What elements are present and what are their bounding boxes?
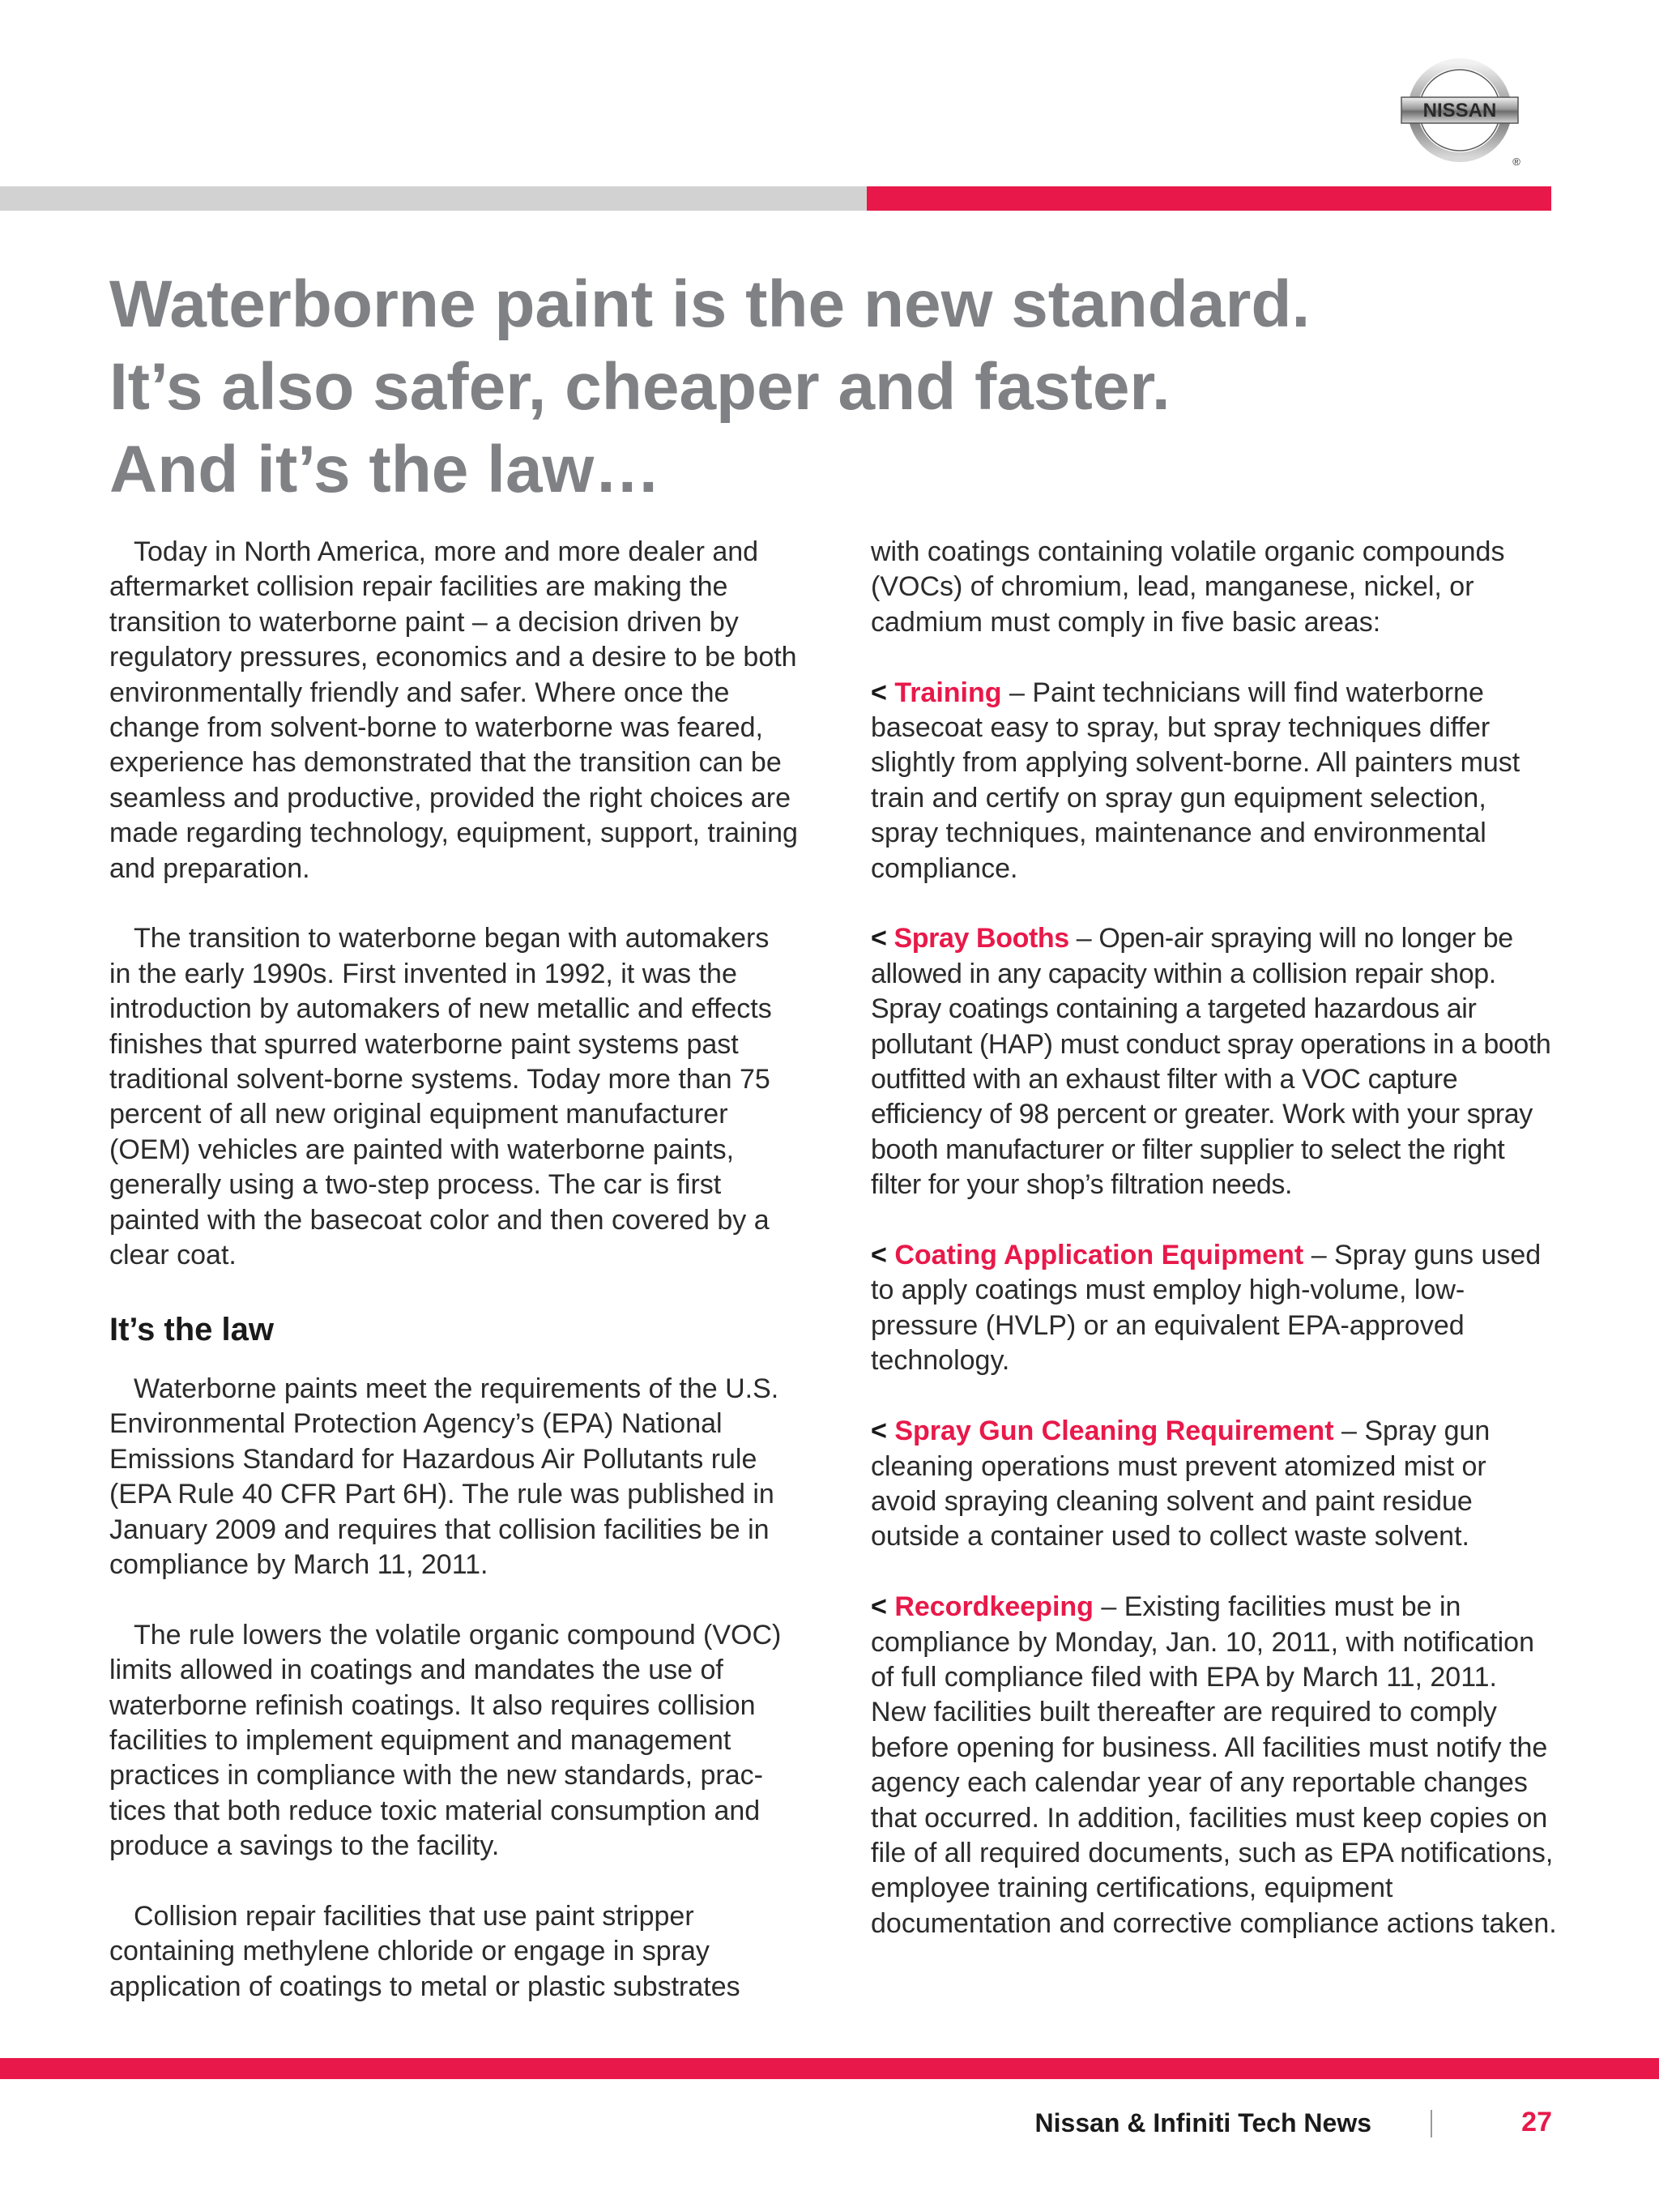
item-text: – Open-air spraying will no longer be allowed in any capacity within a collision repair shop. Spray coatings containing a targeted hazardous air pollutant (HAP) must conduct spray operations in a booth outfitted with an exhaust filter with a VOC capture efficiency of 98 percent or greater. Work with your spray booth manufacturer or filter supplier to select the right filter for your shop’s filtration needs. [871, 923, 1551, 1201]
item-text: – Spray gun cleaning operations must prevent atomized mist or avoid spraying cleaning solvent and paint residue outside a container used to collect waste solvent. [871, 1416, 1491, 1552]
list-item-recordkeeping [871, 1590, 1559, 1941]
paragraph-facilities: Collision repair facilities that use paint stripper containing methylene chloride or engage in spray application of coatings to metal or plastic substrates [109, 1900, 740, 2002]
headline-line-2: It’s also safer, cheaper and faster. [109, 350, 1171, 424]
right-column [871, 535, 1559, 1977]
paragraph-voc-limits: The rule lowers the volatile organic compound (VOC) limits allowed in coatings and mandates the use of waterborne refinish coatings. It also requires collision facilities to implement equipment and management practices in compliance with the new standards, prac-tices that both reduce toxic material consumption and produce a savings to the facility. [109, 1619, 782, 1862]
list-item-spray-booths [871, 921, 1559, 1202]
paragraph-epa-rule: Waterborne paints meet the requirements of the U.S. Environmental Protection Agency’s (EPA) National Emissions Standard for Hazardous Air Pollutants rule (EPA Rule 40 CFR Part 6H). The rule was published in January 2009 and requires that collision facilities be in compliance by March 11, 2011. [109, 1373, 779, 1580]
list-item-coating-equipment [871, 1238, 1559, 1379]
headline-line-3: And it’s the law… [109, 433, 661, 506]
svg-text:®: ® [1512, 156, 1520, 168]
section-heading-law: It’s the law [109, 1311, 275, 1347]
paragraph-intro: Today in North America, more and more dealer and aftermarket collision repair facilities are making the transition to waterborne paint – a decision driven by regulatory pressures, economics and a desire to be both environmentally friendly and safer. Where once the change from solvent-borne to waterborne was feared, experience has demonstrated that the transition can be seamless and productive, provided the right choices are made regarding technology, equipment, support, training and preparation. [109, 536, 798, 884]
item-title: Coating Application Equipment [894, 1240, 1304, 1271]
paragraph-comply-intro: with coatings containing volatile organic compounds (VOCs) of chromium, lead, manganese, nickel, or cadmium must comply in five basic areas: [871, 536, 1505, 638]
item-title: Spray Gun Cleaning Requirement [894, 1416, 1334, 1447]
page-number: 27 [1521, 2107, 1552, 2137]
item-text: – Existing facilities must be in compliance by Monday, Jan. 10, 2011, with notification of full compliance filed with EPA by March 11, 2011. New facilities built thereafter are required to comply before opening for business. All facilities must notify the agency each calendar year of any reportable changes that occurred. In addition, facilities must keep copies on file of all required documents, such as EPA notifications, employee training certifications, equipment documentation and corrective compliance actions taken. [871, 1591, 1557, 1939]
bullet-marker: < [871, 923, 887, 954]
list-item-gun-cleaning [871, 1414, 1559, 1555]
item-text: – Spray guns used to apply coatings must employ high-volume, low-pressure (HVLP) or an equivalent EPA-approved technology. [871, 1240, 1542, 1377]
header-rule-red [867, 186, 1551, 211]
paragraph-history: The transition to waterborne began with automakers in the early 1990s. First invented in 1992, it was the introduction by automakers of new metallic and effects finishes that spurred waterborne paint systems past traditional solvent-borne systems. Today more than 75 percent of all new original equipment manufacturer (OEM) vehicles are painted with waterborne paints, generally using a two-step process. The car is first painted with the basecoat color and then covered by a clear coat. [109, 923, 772, 1271]
item-text: – Paint technicians will find waterborne basecoat easy to spray, but spray techniques differ slightly from applying solvent-borne. All painters must train and certify on spray gun equipment selection, spray techniques, maintenance and environmental compliance. [871, 677, 1520, 884]
nissan-logo [1398, 58, 1528, 168]
item-title: Spray Booths [893, 923, 1069, 954]
bullet-marker: < [871, 677, 887, 708]
bullet-marker: < [871, 1416, 887, 1447]
item-title: Training [894, 677, 1002, 708]
list-item-training [871, 676, 1559, 886]
svg-text:NISSAN: NISSAN [1422, 100, 1497, 122]
bullet-marker: < [871, 1240, 887, 1271]
footer-rule-red [0, 2058, 1659, 2079]
headline-line-1: Waterborne paint is the new standard. [109, 267, 1311, 341]
bullet-marker: < [871, 1591, 887, 1623]
left-column [109, 535, 798, 2040]
footer-publication: Nissan & Infiniti Tech News [1034, 2108, 1371, 2137]
item-title: Recordkeeping [894, 1591, 1094, 1623]
header-rule-grey [0, 186, 867, 211]
footer-separator [1431, 2110, 1432, 2137]
page-headline [109, 263, 1551, 511]
